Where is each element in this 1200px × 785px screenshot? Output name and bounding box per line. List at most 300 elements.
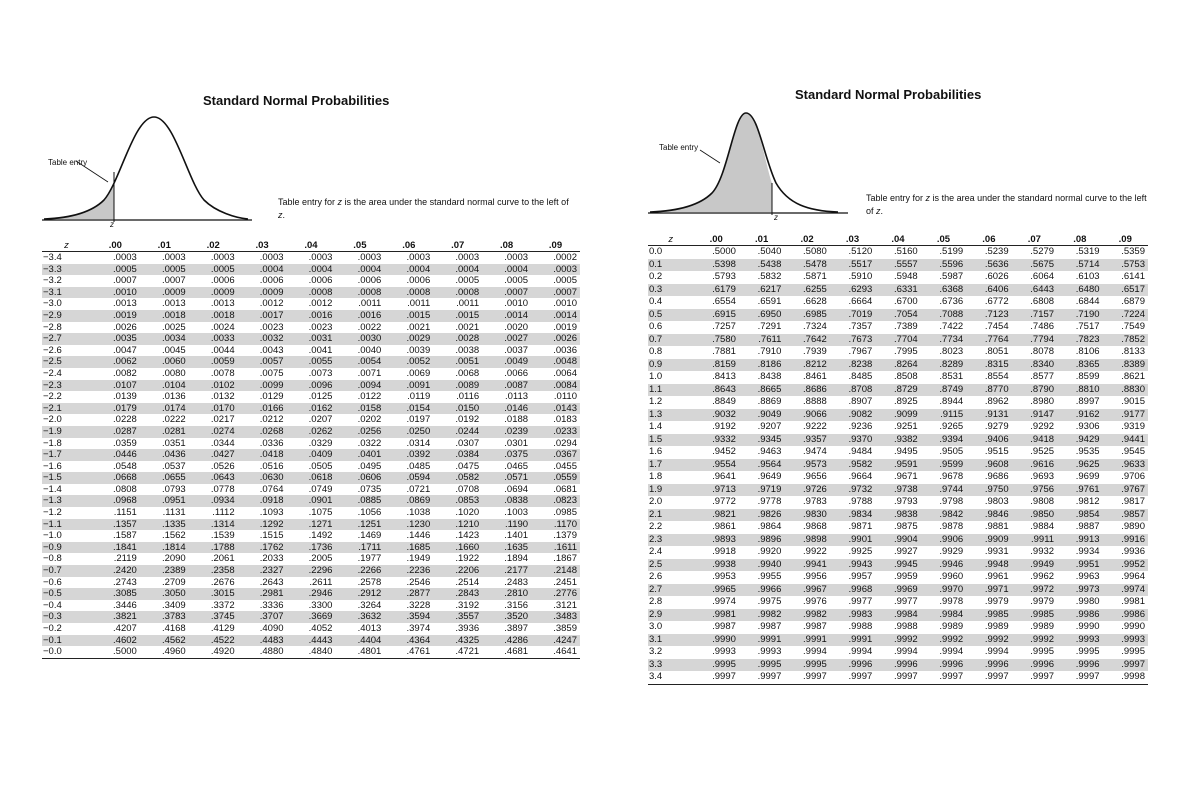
probability-cell: .2358 — [189, 565, 238, 577]
z-value-cell: 2.8 — [649, 596, 663, 607]
probability-cell: .3300 — [308, 599, 333, 611]
probability-cell: .9732 — [830, 484, 875, 497]
table-row — [648, 346, 1148, 359]
probability-cell: .0537 — [161, 460, 186, 472]
probability-cell: .8729 — [875, 384, 920, 397]
probability-cell: .0307 — [455, 437, 480, 449]
table-row — [42, 380, 580, 392]
probability-cell: .9693 — [1030, 471, 1055, 482]
probability-cell: .5714 — [1057, 259, 1102, 272]
probability-cell: .0035 — [91, 333, 140, 345]
probability-cell: .0010 — [553, 298, 577, 310]
probability-cell: .8461 — [803, 371, 827, 382]
probability-cell: .9969 — [875, 584, 920, 597]
probability-cell: .0054 — [335, 356, 384, 368]
probability-cell: .1711 — [335, 542, 384, 554]
probability-cell: .9943 — [830, 559, 875, 572]
probability-cell: .2546 — [406, 576, 431, 588]
probability-cell: .0018 — [189, 310, 238, 322]
table-row — [42, 438, 580, 450]
probability-cell: .4602 — [91, 635, 140, 647]
probability-cell: .0465 — [504, 460, 529, 472]
probability-cell: .9946 — [921, 559, 966, 572]
probability-cell: .9982 — [739, 609, 784, 622]
probability-cell: .8389 — [1103, 359, 1148, 372]
probability-cell: .7910 — [757, 346, 782, 357]
table-row — [42, 519, 580, 531]
probability-cell: .7673 — [830, 334, 875, 347]
probability-cell: .0011 — [456, 298, 480, 310]
table-row — [42, 553, 580, 565]
probability-cell: .3897 — [504, 623, 529, 634]
z-value-cell: 2.2 — [649, 521, 663, 532]
table-row — [648, 646, 1148, 659]
probability-cell: .0853 — [433, 495, 482, 507]
probability-cell: .0084 — [531, 380, 580, 392]
probability-cell: .9207 — [757, 421, 782, 432]
probability-cell: .9177 — [1103, 409, 1148, 422]
probability-cell: .1587 — [113, 530, 137, 542]
probability-cell: .6217 — [739, 284, 784, 297]
probability-cell: .0110 — [553, 391, 577, 403]
probability-cell: .8485 — [848, 371, 873, 382]
probability-cell: .0006 — [259, 275, 284, 287]
probability-cell: .0188 — [504, 414, 529, 426]
probability-cell: .9985 — [966, 609, 1011, 622]
probability-cell: .5000 — [91, 646, 140, 658]
probability-cell: .8869 — [757, 396, 782, 407]
probability-cell: .3085 — [91, 588, 140, 600]
probability-cell: .0003 — [406, 252, 431, 263]
probability-cell: .2709 — [161, 576, 186, 588]
probability-cell: .2514 — [455, 576, 480, 588]
probability-cell: .1949 — [406, 553, 431, 565]
probability-cell: .9082 — [830, 409, 875, 422]
probability-cell: .9887 — [1075, 521, 1100, 532]
table-row — [648, 446, 1148, 459]
z-value-cell: 1.3 — [648, 409, 693, 422]
probability-cell: .9332 — [693, 434, 738, 447]
column-header: .05 — [921, 233, 966, 246]
probability-cell: .0003 — [357, 252, 382, 263]
probability-cell: .0582 — [433, 472, 482, 484]
probability-cell: .5636 — [966, 259, 1011, 272]
probability-cell: .1977 — [357, 553, 382, 565]
probability-cell: .7704 — [875, 334, 920, 347]
probability-cell: .0059 — [189, 356, 238, 368]
probability-cell: .2946 — [287, 588, 336, 600]
z-value-cell: −1.0 — [43, 530, 62, 542]
probability-cell: .0019 — [553, 321, 577, 333]
probability-cell: .0005 — [140, 264, 189, 276]
probability-cell: .6331 — [875, 284, 920, 297]
probability-cell: .0068 — [455, 367, 480, 379]
probability-cell: .0040 — [357, 344, 382, 356]
probability-cell: .9808 — [1030, 496, 1055, 507]
probability-cell: .9901 — [830, 534, 875, 547]
probability-cell: .2033 — [259, 553, 284, 565]
probability-cell: .0004 — [433, 264, 482, 276]
table-caption: Table entry for z is the area under the standard normal curve to the left of z. — [278, 197, 569, 220]
probability-cell: .8531 — [939, 371, 964, 382]
probability-cell: .9976 — [803, 596, 827, 607]
probability-cell: .0228 — [113, 414, 137, 426]
probability-cell: .9778 — [757, 496, 782, 507]
probability-cell: .0082 — [113, 367, 137, 379]
probability-cell: .9738 — [875, 484, 920, 497]
probability-cell: .9066 — [784, 409, 829, 422]
probability-cell: .1611 — [531, 542, 580, 554]
probability-cell: .9830 — [784, 509, 829, 522]
probability-cell: .9099 — [875, 409, 920, 422]
probability-cell: .0023 — [259, 321, 284, 333]
probability-cell: .9965 — [693, 584, 738, 597]
probability-cell: .9996 — [966, 659, 1011, 672]
probability-cell: .6141 — [1121, 271, 1145, 282]
probability-cell: .5239 — [984, 246, 1009, 257]
probability-cell: .0080 — [161, 367, 186, 379]
probability-cell: .6064 — [1030, 271, 1055, 282]
probability-cell: .9699 — [1075, 471, 1100, 482]
probability-cell: .8133 — [1121, 346, 1145, 357]
table-row — [648, 559, 1148, 572]
probability-cell: .8438 — [757, 371, 782, 382]
probability-cell: .9962 — [1030, 571, 1055, 582]
probability-cell: .0336 — [259, 437, 284, 449]
table-title: Standard Normal Probabilities — [795, 87, 982, 102]
probability-cell: .4325 — [433, 635, 482, 647]
probability-cell: .0192 — [455, 414, 480, 426]
probability-cell: .0023 — [308, 321, 333, 333]
probability-cell: .0015 — [384, 310, 433, 322]
probability-cell: .0025 — [161, 321, 186, 333]
table-row — [42, 264, 580, 276]
probability-cell: .1736 — [287, 542, 336, 554]
probability-cell: .9991 — [784, 634, 829, 647]
probability-cell: .0019 — [91, 310, 140, 322]
table-row — [42, 484, 580, 496]
probability-cell: .0174 — [140, 403, 189, 415]
probability-cell: .3483 — [531, 611, 580, 623]
z-value-cell: −1.2 — [43, 507, 62, 519]
probability-cell: .8186 — [739, 359, 784, 372]
probability-cell: .8708 — [830, 384, 875, 397]
probability-cell: .9927 — [893, 546, 918, 557]
probability-cell: .0003 — [113, 252, 137, 263]
probability-cell: .9945 — [875, 559, 920, 572]
table-row — [648, 621, 1148, 634]
probability-cell: .4562 — [140, 635, 189, 647]
probability-cell: .9418 — [1012, 434, 1057, 447]
probability-cell: .0091 — [384, 380, 433, 392]
probability-cell: .8749 — [921, 384, 966, 397]
probability-cell: .9370 — [830, 434, 875, 447]
probability-cell: .9192 — [712, 421, 736, 432]
table-row — [42, 310, 580, 322]
table-row — [42, 635, 580, 647]
probability-cell: .4364 — [384, 635, 433, 647]
z-value-cell: −2.0 — [43, 414, 62, 426]
probability-cell: .8264 — [875, 359, 920, 372]
probability-cell: .0069 — [406, 367, 431, 379]
table-row — [42, 449, 580, 461]
probability-cell: .0446 — [91, 449, 140, 461]
probability-cell: .5080 — [803, 246, 827, 257]
probability-cell: .3336 — [259, 599, 284, 611]
probability-cell: .9911 — [1012, 534, 1057, 547]
probability-cell: .8665 — [739, 384, 784, 397]
probability-cell: .0071 — [357, 367, 382, 379]
probability-cell: .7019 — [830, 309, 875, 322]
probability-cell: .9974 — [1103, 584, 1148, 597]
probability-cell: .1357 — [91, 519, 140, 531]
probability-cell: .9842 — [921, 509, 966, 522]
probability-cell: .9997 — [784, 671, 829, 684]
probability-cell: .9554 — [693, 459, 738, 472]
probability-cell: .9997 — [1012, 671, 1057, 684]
probability-cell: .9599 — [921, 459, 966, 472]
probability-cell: .1003 — [504, 507, 529, 519]
probability-cell: .9406 — [966, 434, 1011, 447]
z-value-cell: 0.7 — [648, 334, 693, 347]
probability-cell: .0918 — [238, 495, 287, 507]
probability-cell: .0351 — [161, 437, 186, 449]
probability-cell: .1814 — [140, 542, 189, 554]
probability-cell: .7224 — [1103, 309, 1148, 322]
probability-cell: .4721 — [433, 646, 482, 658]
table-row — [42, 623, 580, 635]
table-entry-label: Table entry — [48, 158, 88, 167]
probability-cell: .1251 — [335, 519, 384, 531]
probability-cell: .9934 — [1075, 546, 1100, 557]
probability-cell: .9978 — [939, 596, 964, 607]
probability-cell: .5675 — [1012, 259, 1057, 272]
probability-cell: .0146 — [482, 403, 531, 415]
column-header: .01 — [739, 233, 784, 246]
probability-cell: .4247 — [531, 635, 580, 647]
probability-cell: .0485 — [406, 460, 431, 472]
probability-cell: .9996 — [1012, 659, 1057, 672]
probability-cell: .1093 — [259, 507, 284, 519]
probability-cell: .5160 — [893, 246, 918, 257]
probability-cell: .0038 — [455, 344, 480, 356]
z-value-cell: −0.7 — [42, 565, 91, 577]
probability-cell: .4052 — [308, 623, 333, 634]
probability-cell: .0655 — [140, 472, 189, 484]
probability-cell: .9988 — [848, 621, 873, 632]
probability-cell: .9988 — [893, 621, 918, 632]
probability-cell: .0078 — [210, 367, 235, 379]
probability-cell: .0125 — [308, 391, 333, 403]
column-header: .03 — [238, 239, 287, 252]
probability-cell: .0384 — [433, 449, 482, 461]
probability-cell: .9625 — [1057, 459, 1102, 472]
probability-cell: .0838 — [482, 495, 531, 507]
z-value-cell: 2.4 — [649, 546, 663, 557]
probability-cell: .1788 — [189, 542, 238, 554]
probability-cell: .9995 — [1075, 646, 1100, 657]
probability-table — [42, 239, 580, 659]
z-value-cell: 2.0 — [649, 496, 663, 507]
probability-cell: .9633 — [1103, 459, 1148, 472]
probability-cell: .0013 — [161, 298, 186, 310]
probability-cell: .9222 — [803, 421, 827, 432]
z-value-cell: 2.1 — [648, 509, 693, 522]
probability-cell: .7422 — [939, 321, 964, 332]
probability-cell: .1056 — [357, 507, 382, 519]
probability-cell: .0170 — [189, 403, 238, 415]
bell-curve — [44, 117, 248, 219]
table-row — [42, 542, 580, 554]
probability-cell: .9015 — [1121, 396, 1145, 407]
table-row — [648, 634, 1148, 647]
probability-cell: .0029 — [384, 333, 433, 345]
probability-cell: .0179 — [91, 403, 140, 415]
z-value-cell: −0.5 — [42, 588, 91, 600]
table-row — [42, 275, 580, 287]
probability-cell: .9982 — [784, 609, 829, 622]
table-row — [42, 495, 580, 507]
probability-cell: .0064 — [553, 367, 577, 379]
probability-cell: .9664 — [848, 471, 873, 482]
probability-cell: .0011 — [407, 298, 431, 310]
probability-cell: .7088 — [921, 309, 966, 322]
z-value-cell: 2.9 — [648, 609, 693, 622]
probability-cell: .0207 — [308, 414, 333, 426]
probability-cell: .0367 — [531, 449, 580, 461]
probability-cell: .0089 — [433, 380, 482, 392]
probability-cell: .1210 — [433, 519, 482, 531]
probability-cell: .0427 — [189, 449, 238, 461]
probability-cell: .1469 — [357, 530, 382, 542]
probability-cell: .9783 — [803, 496, 827, 507]
probability-cell: .7995 — [893, 346, 918, 357]
table-row — [648, 334, 1148, 347]
probability-cell: .9957 — [848, 571, 873, 582]
probability-cell: .0036 — [553, 344, 577, 356]
probability-cell: .0057 — [238, 356, 287, 368]
probability-cell: .4880 — [238, 646, 287, 658]
probability-cell: .7580 — [693, 334, 738, 347]
column-header: .09 — [531, 239, 580, 252]
probability-cell: .9896 — [739, 534, 784, 547]
z-value-cell: 0.3 — [648, 284, 693, 297]
probability-cell: .6406 — [966, 284, 1011, 297]
probability-cell: .9641 — [712, 471, 736, 482]
probability-cell: .0004 — [482, 264, 531, 276]
probability-cell: .9850 — [1012, 509, 1057, 522]
column-header: .07 — [433, 239, 482, 252]
probability-cell: .4761 — [384, 646, 433, 658]
probability-cell: .9997 — [1057, 671, 1102, 684]
probability-cell: .9591 — [875, 459, 920, 472]
probability-cell: .0032 — [238, 333, 287, 345]
probability-cell: .9429 — [1057, 434, 1102, 447]
probability-cell: .9750 — [966, 484, 1011, 497]
probability-cell: .9979 — [984, 596, 1009, 607]
probability-cell: .5596 — [921, 259, 966, 272]
probability-cell: .7611 — [739, 334, 784, 347]
z-value-cell: 0.4 — [649, 296, 663, 307]
probability-cell: .0039 — [406, 344, 431, 356]
column-header: .01 — [140, 239, 189, 252]
probability-cell: .9909 — [966, 534, 1011, 547]
probability-cell: .5279 — [1030, 246, 1055, 257]
z-value-cell: 1.9 — [648, 484, 693, 497]
probability-cell: .0116 — [456, 391, 480, 403]
probability-cell: .9906 — [921, 534, 966, 547]
probability-cell: .0004 — [335, 264, 384, 276]
probability-cell: .7324 — [803, 321, 827, 332]
probability-cell: .0044 — [210, 344, 235, 356]
probability-cell: .0239 — [482, 426, 531, 438]
probability-cell: .2743 — [113, 576, 137, 588]
table-caption: Table entry for z is the area under the standard normal curve to the left of z. — [866, 193, 1147, 216]
probability-cell: .9761 — [1057, 484, 1102, 497]
probability-cell: .9973 — [1057, 584, 1102, 597]
probability-cell: .5987 — [939, 271, 964, 282]
probability-cell: .9986 — [1057, 609, 1102, 622]
probability-cell: .9994 — [848, 646, 873, 657]
probability-cell: .0026 — [531, 333, 580, 345]
probability-cell: .1151 — [113, 507, 137, 519]
table-header-row — [42, 239, 580, 252]
probability-cell: .9995 — [784, 659, 829, 672]
probability-cell: .4960 — [140, 646, 189, 658]
z-value-cell: −3.4 — [43, 252, 62, 263]
probability-cell: .1379 — [553, 530, 577, 542]
probability-cell: .9989 — [984, 621, 1009, 632]
probability-cell: .1922 — [455, 553, 480, 565]
probability-cell: .2981 — [238, 588, 287, 600]
probability-cell: .0571 — [482, 472, 531, 484]
probability-cell: .0017 — [238, 310, 287, 322]
z-value-cell: 0.5 — [648, 309, 693, 322]
table-row — [648, 434, 1148, 447]
probability-cell: .9838 — [875, 509, 920, 522]
probability-cell: .0012 — [259, 298, 284, 310]
column-header: .06 — [384, 239, 433, 252]
probability-cell: .0003 — [308, 252, 333, 263]
probability-cell: .0049 — [482, 356, 531, 368]
table-row — [42, 345, 580, 357]
probability-cell: .0113 — [504, 391, 529, 403]
probability-cell: .0808 — [113, 483, 137, 495]
probability-cell: .0139 — [113, 391, 137, 403]
probability-cell: .3783 — [140, 611, 189, 623]
probability-cell: .8106 — [1075, 346, 1100, 357]
probability-cell: .9991 — [830, 634, 875, 647]
probability-cell: .9898 — [784, 534, 829, 547]
probability-cell: .9990 — [693, 634, 738, 647]
z-value-cell: 0.2 — [649, 271, 663, 282]
probability-cell: .2389 — [140, 565, 189, 577]
probability-cell: .4168 — [161, 623, 186, 634]
probability-cell: .0045 — [161, 344, 186, 356]
probability-cell: .0344 — [210, 437, 235, 449]
probability-cell: .1446 — [406, 530, 431, 542]
probability-cell: .4286 — [482, 635, 531, 647]
probability-cell: .0104 — [140, 380, 189, 392]
probability-cell: .0043 — [259, 344, 284, 356]
probability-cell: .8238 — [830, 359, 875, 372]
probability-cell: .9997 — [830, 671, 875, 684]
probability-cell: .9394 — [921, 434, 966, 447]
probability-cell: .0233 — [531, 426, 580, 438]
probability-cell: .0985 — [553, 507, 577, 519]
probability-cell: .0008 — [287, 287, 336, 299]
probability-cell: .9992 — [921, 634, 966, 647]
